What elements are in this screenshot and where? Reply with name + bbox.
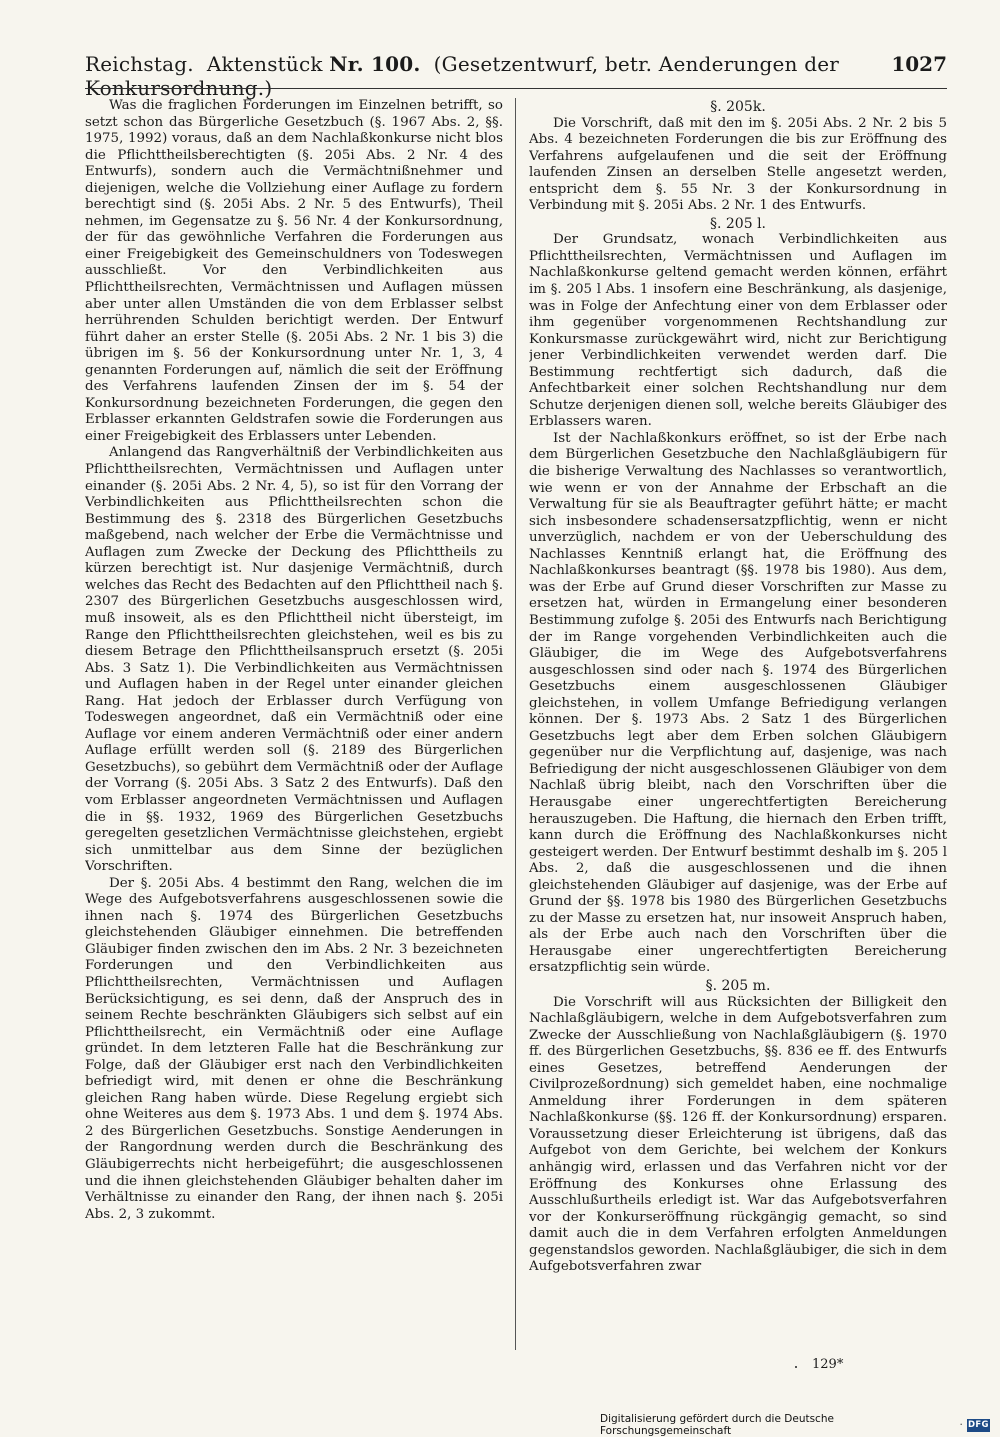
section-heading: §. 205 m.	[705, 977, 771, 994]
header-title: (Gesetzentwurf, betr. Aenderungen der Konkursordnung.)	[85, 52, 839, 100]
header-title-line	[85, 52, 891, 100]
header-journal: Reichstag.	[85, 52, 194, 76]
page-number: 1027	[891, 52, 947, 76]
section-heading: §. 205k.	[710, 99, 766, 115]
digitization-footer	[600, 1413, 990, 1437]
right-paragraph: Der Grundsatz, wonach Verbindlichkeiten aus Pflichttheilsrechten, Vermächtnissen und Auflagen im Nachlaßkonkurse geltend gemacht werden können, erfährt im §. 205 l Abs. 1 insofern eine Beschränkung, als dasjenige, was in Folge der Anfechtung einer von dem Erblasser oder ihm gegenüber vorgenommenen Rechtshandlung zur Konkursmasse zurückgewährt wird, nicht zur Berichtigung jener Verbindlichkeiten verwendet werden darf. Die Bestimmung rechtfertigt sich dadurch, daß die Anfechtbarkeit einer solchen Rechtshandlung nur dem Schutze derjenigen dienen soll, welche bereits Gläubiger des Erblassers waren.	[529, 232, 947, 430]
dfg-logo: DFG	[968, 1420, 989, 1430]
header-number: Nr. 100.	[329, 52, 421, 76]
left-column	[85, 98, 503, 1350]
section-heading: §. 205 l.	[710, 215, 766, 232]
left-paragraph: Anlangend das Rangverhältniß der Verbindlichkeiten aus Pflichttheilsrechten, Vermächtnissen und Auflagen unter einander (§. 205i Abs. 2 Nr. 4, 5), so ist für den Vorrang der Verbindlichkeiten aus Pflichttheilsrechten schon die Bestimmung des §. 2318 des Bürgerlichen Gesetzbuchs maßgebend, nach welcher der Erbe die Vermächtnisse und Auflagen zum Zwecke der Deckung des Pflichttheils zu kürzen berechtigt ist. Nur dasjenige Vermächtniß, durch welches das Recht des Bedachten auf den Pflichttheil nach §. 2307 des Bürgerlichen Gesetzbuchs ausgeschlossen wird, muß insoweit, als es den Pflichttheil nicht übersteigt, im Range den Pflichttheilsrechten gleichstehen, weil es bis zu diesem Betrage den Pflichttheilsanspruch ersetzt (§. 205i Abs. 3 Satz 1). Die Verbindlichkeiten aus Vermächtnissen und Auflagen haben in der Regel unter einander gleichen Rang. Hat jedoch der Erblasser durch Verfügung von Todeswegen angeordnet, daß ein Vermächtniß oder eine Auflage vor einem anderen Vermächtniß oder einer andern Auflage erfüllt werden soll (§. 2189 des Bürgerlichen Gesetzbuchs), so gebührt dem Vermächtniß oder der Auflage der Vorrang (§. 205i Abs. 3 Satz 2 des Entwurfs). Daß den vom Erblasser angeordneten Vermächtnissen und Auflagen die in §§. 1932, 1969 des Bürgerlichen Gesetzbuchs geregelten gesetzlichen Vermächtnisse gleichstehen, ergiebt sich unmittelbar aus dem Sinne der bezüglichen Vorschriften.	[85, 445, 503, 875]
right-paragraph: Die Vorschrift will aus Rücksichten der Billigkeit den Nachlaßgläubigern, welche in dem Aufgebotsverfahren zum Zwecke der Ausschließung von Nachlaßgläubigern (§. 1970 ff. des Bürgerlichen Gesetzbuchs, §§. 836 ee ff. des Entwurfs eines Gesetzes, betreffend Aenderungen der Civilprozeßordnung) sich gemeldet haben, eine nochmalige Anmeldung ihrer Forderungen in dem späteren Nachlaßkonkurse (§§. 126 ff. der Konkursordnung) ersparen. Voraussetzung dieser Erleichterung ist übrigens, daß das Aufgebot von dem Gerichte, bei welchem der Konkurs anhängig wird, erlassen und das Verfahren nicht vor der Eröffnung des Konkurses ohne Erlassung des Ausschlußurtheils erledigt ist. War das Aufgebotsverfahren vor der Konkurseröffnung rückgängig gemacht, so sind damit auch die in dem Verfahren erfolgten Anmeldungen gegenstandslos geworden. Nachlaßgläubiger, die sich in dem Aufgebotsverfahren zwar	[529, 994, 947, 1275]
page-header	[85, 52, 947, 100]
right-paragraph: Ist der Nachlaßkonkurs eröffnet, so ist der Erbe nach dem Bürgerlichen Gesetzbuche den Nachlaßgläubigern für die bisherige Verwaltung des Nachlasses so verantwortlich, wie wenn er von der Annahme der Erbschaft an die Verwaltung für sie als Beauftragter geführt hätte; er macht sich insbesondere schadensersatzpflichtig, wenn er nicht unverzüglich, nachdem er von der Ueberschuldung des Nachlasses Kenntniß erlangt hat, die Eröffnung des Nachlaßkonkurses beantragt (§§. 1978 bis 1980). Aus dem, was der Erbe auf Grund dieser Vorschriften zur Masse zu ersetzen hat, würden in Ermangelung einer besonderen Bestimmung zufolge §. 205i des Entwurfs nach Berichtigung der im Range vorgehenden Verbindlichkeiten auch die Gläubiger, die im Wege des Aufgebotsverfahrens ausgeschlossen sind oder nach §. 1974 des Bürgerlichen Gesetzbuchs einem ausgeschlossenen Gläubiger gleichstehen, in vollem Umfange Befriedigung verlangen können. Der §. 1973 Abs. 2 Satz 1 des Bürgerlichen Gesetzbuchs legt aber dem Erben solchen Gläubigern gegenüber nur die Verpflichtung auf, dasjenige, was nach Befriedigung der nicht ausgeschlossenen Gläubiger von dem Nachlaß übrig bleibt, nach den Vorschriften über die Herausgabe einer ungerechtfertigten Bereicherung herauszugeben. Die Haftung, die hiernach den Erben trifft, kann durch die Eröffnung des Nachlaßkonkurses nicht gesteigert werden. Der Entwurf bestimmt deshalb im §. 205 l Abs. 2, daß die ausgeschlossenen und die ihnen gleichstehenden Gläubiger auf dasjenige, was der Erbe auf Grund der §§. 1978 bis 1980 des Bürgerlichen Gesetzbuchs zu der Masse zu ersetzen hat, nur insoweit Anspruch haben, als der Erbe auch nach den Vorschriften über die Herausgabe einer ungerechtfertigten Bereicherung ersatzpflichtig sein würde.	[529, 430, 947, 976]
right-column	[529, 98, 947, 1350]
signature-mark: 129*	[812, 1357, 844, 1372]
column-divider	[515, 98, 516, 1350]
footer-separator: ·	[959, 1419, 963, 1431]
footer-text: Digitalisierung gefördert durch die Deutsche Forschungsgemeinschaft	[600, 1413, 834, 1437]
dot-mark	[795, 1366, 797, 1368]
header-rule	[85, 88, 947, 89]
left-paragraph: Was die fraglichen Forderungen im Einzelnen betrifft, so setzt schon das Bürgerliche Gesetzbuch (§. 1967 Abs. 2, §§. 1975, 1992) voraus, daß an dem Nachlaßkonkurse nicht blos die Pflichttheilsberechtigten (§. 205i Abs. 2 Nr. 4 des Entwurfs), sondern auch die Vermächtnißnehmer und diejenigen, welche die Vollziehung einer Auflage zu fordern berechtigt sind (§. 205i Abs. 2 Nr. 5 des Entwurfs), Theil nehmen, im Gegensatze zu §. 56 Nr. 4 der Konkursordnung, der für das gewöhnliche Verfahren die Forderungen aus einer Freigebigkeit des Gemeinschuldners von Todeswegen ausschließt. Vor den Verbindlichkeiten aus Pflichttheilsrechten, Vermächtnissen und Auflagen müssen aber unter allen Umständen die von dem Erblasser selbst herrührenden Schulden berichtigt werden. Der Entwurf führt daher an erster Stelle (§. 205i Abs. 2 Nr. 1 bis 3) die übrigen im §. 56 der Konkursordnung unter Nr. 1, 3, 4 genannten Forderungen auf, nämlich die seit der Eröffnung des Verfahrens laufenden Zinsen der im §. 54 der Konkursordnung bezeichneten Forderungen, die gegen den Erblasser erkannten Geldstrafen sowie die Forderungen aus einer Freigebigkeit des Erblassers unter Lebenden.	[85, 98, 503, 444]
right-paragraph: Die Vorschrift, daß mit den im §. 205i Abs. 2 Nr. 2 bis 5 Abs. 4 bezeichneten Forderungen die bis zur Eröffnung des Verfahrens aufgelaufenen und die seit der Eröffnung laufenden Zinsen an derselben Stelle angesetzt werden, entspricht dem §. 55 Nr. 3 der Konkursordnung in Verbindung mit §. 205i Abs. 2 Nr. 1 des Entwurfs.	[529, 115, 947, 214]
left-paragraph: Der §. 205i Abs. 4 bestimmt den Rang, welchen die im Wege des Aufgebotsverfahrens ausgeschlossenen sowie die ihnen nach §. 1974 des Bürgerlichen Gesetzbuchs gleichstehenden Gläubiger einnehmen. Die betreffenden Gläubiger finden zwischen den im Abs. 2 Nr. 3 bezeichneten Forderungen und den Verbindlichkeiten aus Pflichttheilsrechten, Vermächtnissen und Auflagen Berücksichtigung, es sei denn, daß der Anspruch des in seinem Rechte beschränkten Gläubigers sich selbst auf ein Pflichttheilsrecht, ein Vermächtniß oder eine Auflage gründet. In dem letzteren Falle hat die Beschränkung zur Folge, daß der Gläubiger erst nach den Verbindlichkeiten befriedigt wird, mit denen er ohne die Beschränkung gleichen Rang haben würde. Diese Regelung ergiebt sich ohne Weiteres aus dem §. 1973 Abs. 1 und dem §. 1974 Abs. 2 des Bürgerlichen Gesetzbuchs. Sonstige Aenderungen in der Rangordnung werden durch die Beschränkung des Gläubigerrechts nicht herbeigeführt; die ausgeschlossenen und die ihnen gleichstehenden Gläubiger behalten daher im Verhältnisse zu einander den Rang, der ihnen nach §. 205i Abs. 2, 3 zukommt.	[85, 875, 503, 1222]
header-document: Aktenstück	[206, 52, 323, 76]
